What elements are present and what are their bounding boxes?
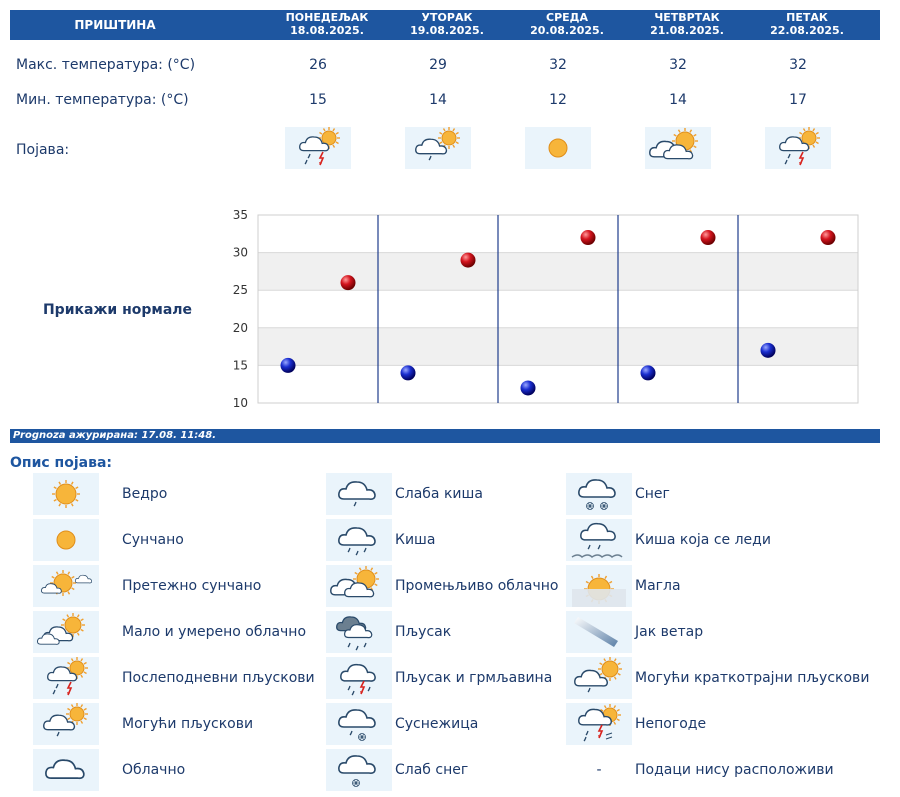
- clear-sun-icon: [33, 473, 99, 515]
- legend-label: Суснежица: [395, 716, 479, 732]
- day-name: СРЕДА: [546, 11, 588, 24]
- day-date: 18.08.2025.: [290, 24, 364, 37]
- legend-label: Слаба киша: [395, 486, 483, 502]
- min-temp-day-1: 15: [309, 92, 327, 108]
- legend-label: Сунчано: [122, 532, 184, 548]
- variable-cloudy-icon: [326, 565, 392, 607]
- y-tick-label: 10: [232, 396, 248, 410]
- legend-label: Киша која се леди: [635, 532, 771, 548]
- possible-showers-icon: [405, 127, 471, 169]
- forecast-updated-bar: [10, 429, 880, 443]
- light-snow-icon: [326, 749, 392, 791]
- legend-label: Ведро: [122, 486, 168, 502]
- legend-label: Послеподневни пљускови: [122, 670, 315, 686]
- temperature-chart: [220, 205, 870, 415]
- legend-label: Мало и умерено облачно: [122, 624, 307, 640]
- variable-cloudy-icon: [645, 127, 711, 169]
- min-temp-point: [641, 365, 656, 380]
- partly-cloudy-icon: [33, 611, 99, 653]
- min-temp-day-2: 14: [429, 92, 447, 108]
- freezing-rain-icon: [566, 519, 632, 561]
- storm-icon: [566, 703, 632, 745]
- day-header-4: [627, 11, 747, 37]
- y-tick-label: 15: [232, 358, 248, 373]
- day-name: УТОРАК: [421, 11, 473, 24]
- sunny-icon: [33, 519, 99, 561]
- legend-label: Облачно: [122, 762, 186, 778]
- y-tick-label: 20: [232, 320, 248, 335]
- max-temp-day-5: 32: [789, 57, 807, 73]
- max-temp-point: [341, 275, 356, 290]
- min-temp-day-3: 12: [549, 92, 567, 108]
- light-rain-icon: [326, 473, 392, 515]
- shower-icon: [326, 611, 392, 653]
- legend-label: Могући краткотрајни пљускови: [635, 670, 870, 686]
- y-tick-label: 25: [232, 283, 248, 298]
- min-temp-point: [281, 358, 296, 373]
- sleet-icon: [326, 703, 392, 745]
- day-name: ЧЕТВРТАК: [654, 11, 720, 24]
- afternoon-showers-icon: [33, 657, 99, 699]
- legend-label: Подаци нису расположиви: [635, 762, 834, 778]
- day-name: ПОНЕДЕЉАК: [285, 11, 369, 24]
- legend-title: Опис појава:: [10, 455, 112, 471]
- day-header-5: [747, 11, 867, 37]
- day-header-1: [267, 11, 387, 37]
- forecast-updated-text: Prognoza ажурирана: 17.08. 11:48.: [13, 430, 216, 441]
- legend-label: Киша: [395, 532, 436, 548]
- max-temp-point: [461, 253, 476, 268]
- legend-label: Јак ветар: [635, 624, 704, 640]
- max-temp-point: [821, 230, 836, 245]
- day-date: 20.08.2025.: [530, 24, 604, 37]
- legend-label: Пљусак и грмљавина: [395, 670, 553, 686]
- legend-label: Могући пљускови: [122, 716, 254, 732]
- possible-showers-icon: [33, 703, 99, 745]
- afternoon-showers-icon: [285, 127, 351, 169]
- min-temp-day-5: 17: [789, 92, 807, 108]
- day-header-2: [387, 11, 507, 37]
- legend-label: Непогоде: [635, 716, 707, 732]
- mostly-sunny-icon: [33, 565, 99, 607]
- y-tick-label: 30: [232, 245, 248, 260]
- max-temp-point: [581, 230, 596, 245]
- day-header-3: [507, 11, 627, 37]
- max-temp-day-1: 26: [309, 57, 327, 73]
- min-temp-point: [401, 365, 416, 380]
- day-name: ПЕТАК: [786, 11, 828, 24]
- brief-showers-icon: [566, 657, 632, 699]
- grid-band: [258, 215, 858, 253]
- rain-icon: [326, 519, 392, 561]
- max-temp-day-2: 29: [429, 57, 447, 73]
- min-temp-point: [761, 343, 776, 358]
- show-normals-link[interactable]: Прикажи нормале: [42, 302, 193, 318]
- grid-band: [258, 290, 858, 328]
- strong-wind-icon: [566, 611, 632, 653]
- phenomenon-label: Појава:: [16, 142, 70, 158]
- afternoon-showers-icon: [765, 127, 831, 169]
- sunny-icon: [525, 127, 591, 169]
- day-date: 19.08.2025.: [410, 24, 484, 37]
- legend-label: Магла: [635, 578, 681, 594]
- legend-label: Пљусак: [395, 624, 452, 640]
- legend-label: Претежно сунчано: [122, 578, 262, 594]
- day-date: 22.08.2025.: [770, 24, 844, 37]
- max-temp-point: [701, 230, 716, 245]
- min-temp-label: Мин. температура: (°C): [16, 92, 189, 108]
- forecast-header-bar: [10, 10, 880, 40]
- cloudy-icon: [33, 749, 99, 791]
- fog-icon: [566, 565, 632, 607]
- grid-band: [258, 365, 858, 403]
- max-temp-label: Макс. температура: (°C): [16, 57, 196, 73]
- max-temp-day-3: 32: [549, 57, 567, 73]
- city-name: ПРИШТИНА: [74, 18, 156, 32]
- y-tick-label: 35: [232, 208, 248, 222]
- day-date: 21.08.2025.: [650, 24, 724, 37]
- thunder-shower-icon: [326, 657, 392, 699]
- min-temp-day-4: 14: [669, 92, 687, 108]
- legend-label: Промењљиво облачно: [395, 578, 559, 594]
- no-data-dash: -: [596, 762, 602, 778]
- legend-label: Слаб снег: [395, 762, 469, 778]
- max-temp-day-4: 32: [669, 57, 687, 73]
- min-temp-point: [521, 380, 536, 395]
- legend-label: Снег: [635, 486, 670, 502]
- snow-icon: [566, 473, 632, 515]
